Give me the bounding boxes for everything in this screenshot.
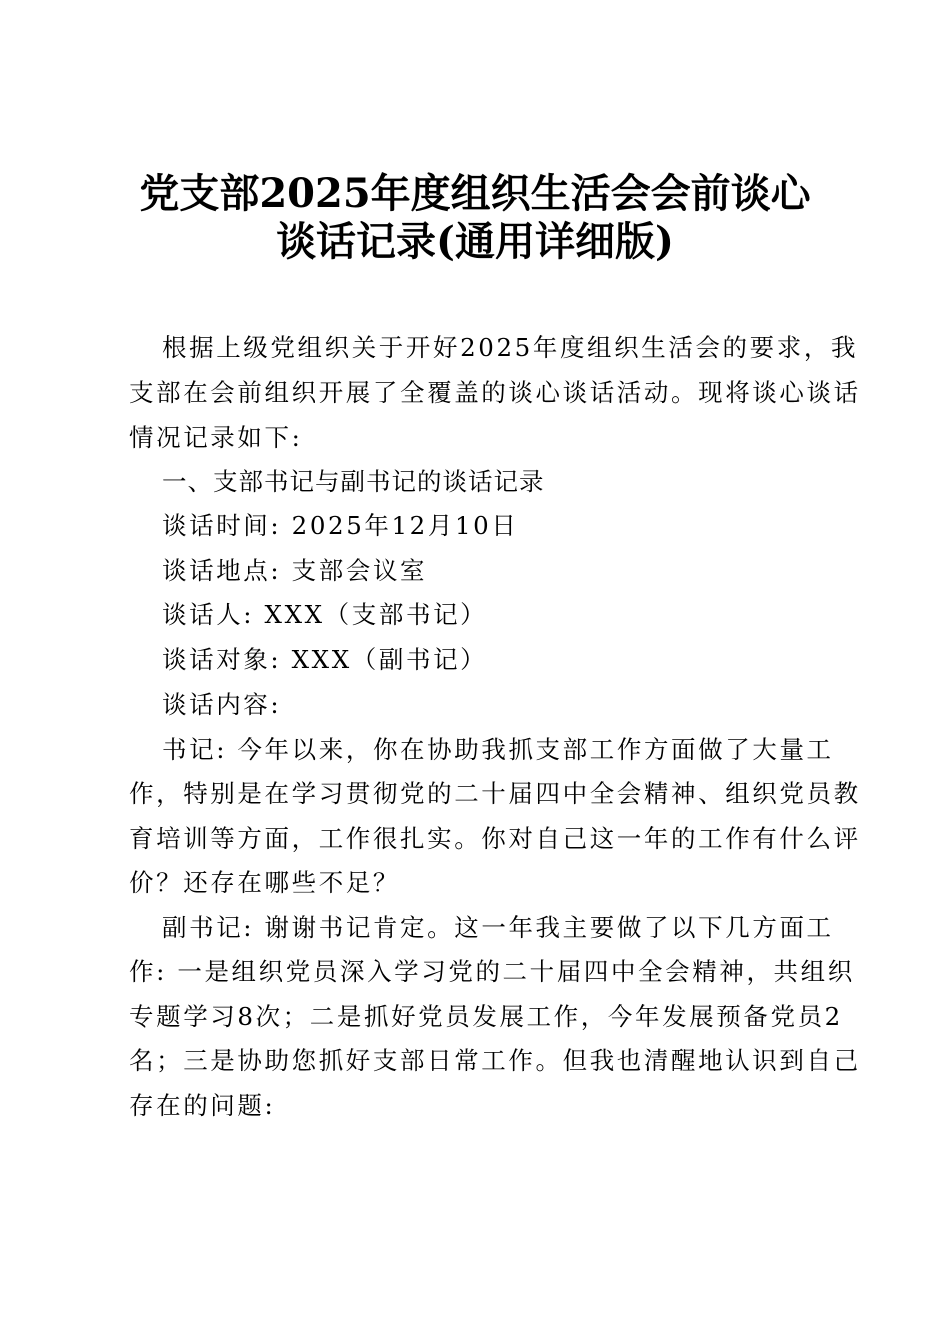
deputy-paragraph-line: 存在的问题:: [129, 1091, 276, 1120]
deputy-paragraph-line: 名；三是协助您抓好支部日常工作。但我也清醒地认识到自己: [129, 1046, 861, 1075]
secretary-paragraph-line: 价？还存在哪些不足？: [129, 868, 400, 897]
intro-paragraph-line: 情况记录如下:: [129, 423, 303, 452]
secretary-paragraph-line: 育培训等方面，工作很扎实。你对自己这一年的工作有什么评: [129, 824, 861, 853]
deputy-paragraph-line: 副书记: 谢谢书记肯定。这一年我主要做了以下几方面工: [162, 913, 834, 942]
document-title-line-2: 谈话记录(通用详细版): [276, 218, 674, 265]
talk-target: 谈话对象: XXX（副书记）: [162, 645, 488, 674]
secretary-paragraph-line: 书记: 今年以来，你在协助我抓支部工作方面做了大量工: [162, 735, 834, 764]
talk-time: 谈话时间: 2025年12月10日: [162, 511, 519, 540]
document-title-line-1: 党支部2025年度组织生活会会前谈心: [139, 170, 811, 217]
intro-paragraph-line: 根据上级党组织关于开好2025年度组织生活会的要求，我: [162, 333, 859, 362]
secretary-paragraph-line: 作，特别是在学习贯彻党的二十届四中全会精神、组织党员教: [129, 779, 861, 808]
deputy-paragraph-line: 作: 一是组织党员深入学习党的二十届四中全会精神，共组织: [129, 957, 855, 986]
talk-speaker: 谈话人: XXX（支部书记）: [162, 600, 488, 629]
section-heading: 一、支部书记与副书记的谈话记录: [162, 467, 545, 496]
intro-paragraph-line: 支部在会前组织开展了全覆盖的谈心谈话活动。现将谈心谈话: [129, 378, 861, 407]
deputy-paragraph-line: 专题学习8次；二是抓好党员发展工作，今年发展预备党员2: [129, 1002, 843, 1031]
talk-place: 谈话地点: 支部会议室: [162, 556, 428, 585]
talk-content-label: 谈话内容:: [162, 690, 282, 719]
